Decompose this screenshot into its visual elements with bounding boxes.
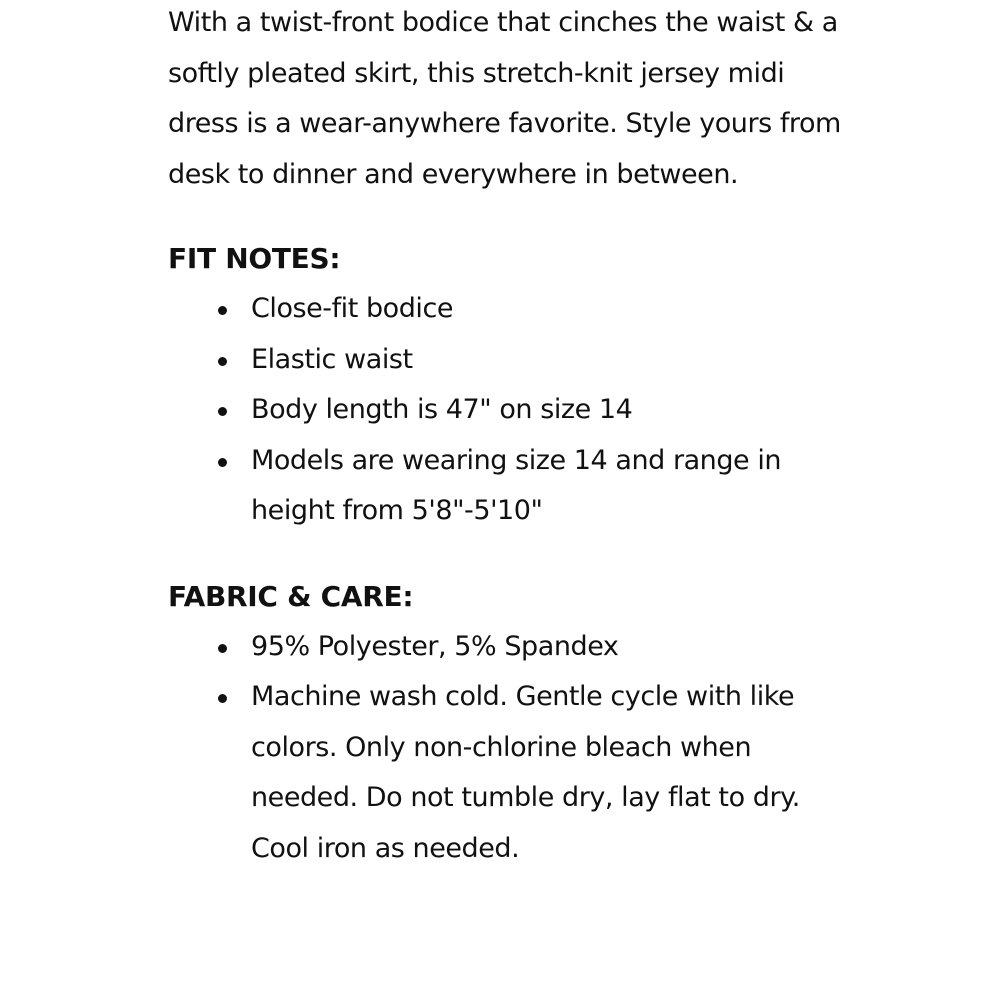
- fit-notes-list: [168, 284, 848, 537]
- fabric-care-list: [168, 622, 848, 875]
- list-item: Elastic waist: [168, 335, 848, 386]
- product-details: [168, 0, 848, 874]
- list-item: Machine wash cold. Gentle cycle with like colors. Only non-chlorine bleach when needed. Do not tumble dry, lay flat to dry. Cool iron as needed.: [168, 672, 848, 874]
- list-item: 95% Polyester, 5% Spandex: [168, 622, 848, 673]
- product-description: With a twist-front bodice that cinches the waist & a softly pleated skirt, this stretch-knit jersey midi dress is a wear-anywhere favorite. Style yours from desk to dinner and everywhere in between.: [168, 7, 841, 190]
- fit-notes-heading: FIT NOTES:: [168, 242, 341, 275]
- list-item: Body length is 47" on size 14: [168, 385, 848, 436]
- list-item: Close-fit bodice: [168, 284, 848, 335]
- list-item: Models are wearing size 14 and range in height from 5'8"-5'10": [168, 436, 848, 537]
- fabric-care-heading: FABRIC & CARE:: [168, 579, 414, 613]
